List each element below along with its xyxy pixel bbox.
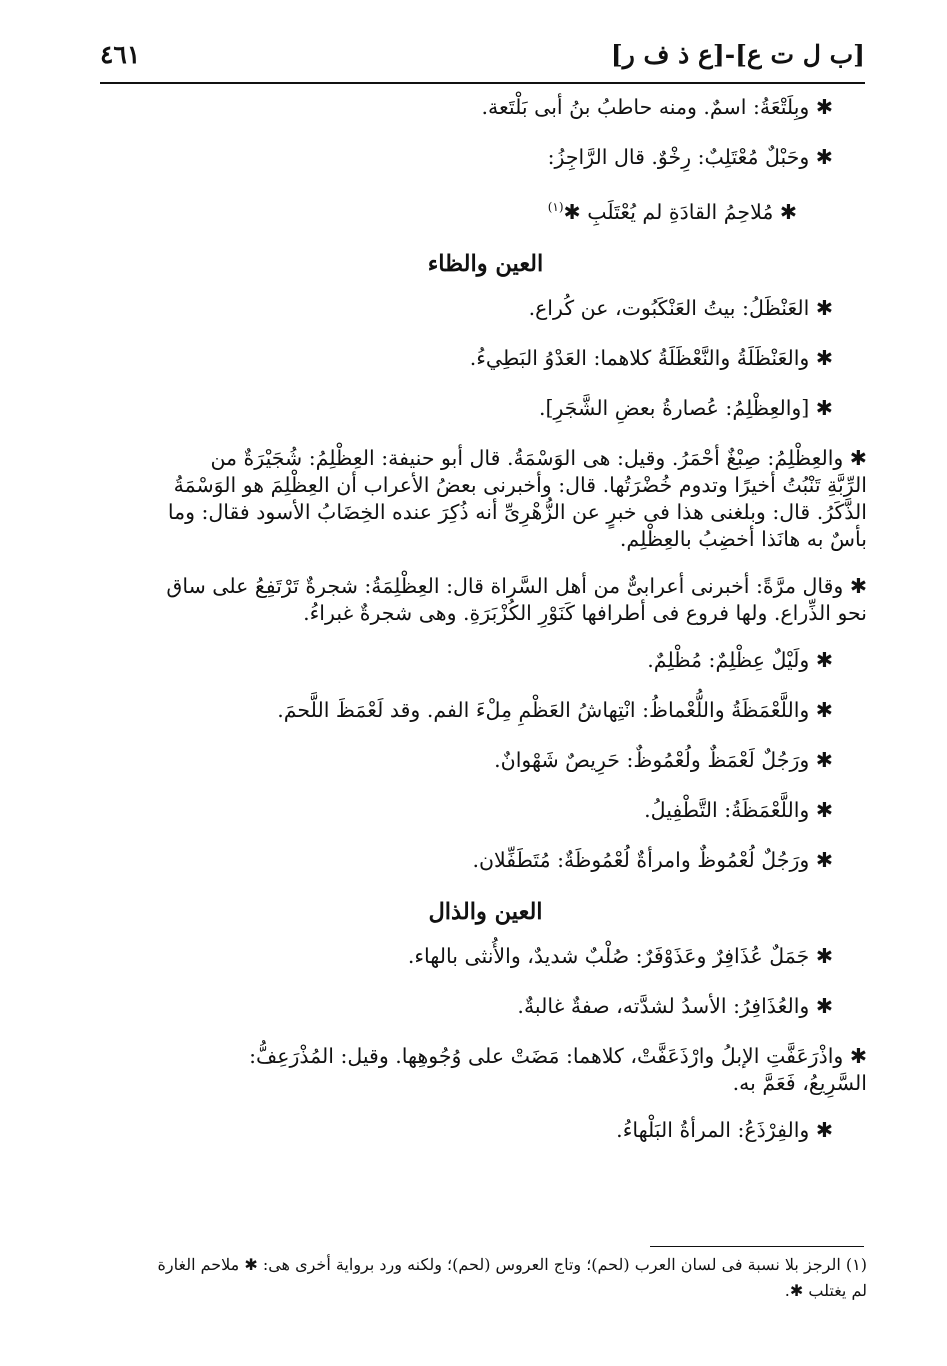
footnote-marker: (١) <box>547 200 564 214</box>
entry-line: ✱ [والعِظْلِمُ: عُصارةُ بعضِ الشَّجَرِ]. <box>538 395 833 420</box>
page-header <box>100 38 865 84</box>
section-heading: العين والظاء <box>427 250 544 277</box>
header-rule <box>100 82 865 84</box>
paragraph <box>104 1043 867 1097</box>
main-text <box>104 94 867 1167</box>
paragraph-line: الرِّبَّةِ تَنْبُتُ أخيرًا وتدوم خُضْرَتُها. قال: وأخبرنى بعضُ الأعراب أن العِظْلِمَ هو الوَسْمَةُ <box>173 472 867 497</box>
page-number: ٤٦١ <box>100 40 141 69</box>
entry-line: ✱ ولَيْلٌ عِظْلِمٌ: مُظْلِمٌ. <box>647 647 833 672</box>
entry-line: ✱ واللَّعْمَظَةُ واللُّعْماظُ: انْتِهاشُ العَظْمِ مِلْءَ الفم. وقد لَعْمَظَ اللَّحمَ. <box>277 697 833 722</box>
footnote <box>104 1252 867 1304</box>
entry-line: ✱ ورَجُلٌ لُعْمُوظٌ وامرأةٌ لُعْمُوظَةٌ: مُتَطَفِّلان. <box>472 847 833 872</box>
entry-line: ✱ جَمَلٌ عُذَافِرٌ وعَذَوْفَرٌ: صُلْبٌ شديدٌ، والأُنثى بالهاء. <box>407 943 833 968</box>
section-heading: العين والذال <box>428 898 543 925</box>
verse-text: ✱ مُلاحِمُ القادَةِ لم يُعْتَلَبِ ✱ <box>563 199 797 224</box>
paragraph <box>104 445 867 553</box>
paragraph-line: ✱ والعِظْلِمُ: صِبْغٌ أحْمَرُ. وقيل: هى الوَسْمَةُ. قال أبو حنيفة: العِظْلِمُ: شُجَيْرَةٌ من <box>210 445 867 470</box>
entry-line: ✱ والعَنْظَلَةُ والنَّعْظَلَةُ كلاهما: العَدْوُ البَطِيءُ. <box>469 345 833 370</box>
entry-line: ✱ والعُذَافِرُ: الأسدُ لشدَّته، صفةٌ غالبةٌ. <box>517 993 833 1018</box>
entry-line: ✱ وبِلَتْعَةُ: اسمٌ. ومنه حاطبُ بنُ أبى بَلْتَعة. <box>481 95 833 119</box>
verse-line <box>104 194 797 226</box>
entry-line: ✱ والفِرْذَعُ: المرأةُ البَلْهاءُ. <box>616 1117 833 1142</box>
footnote-line: لم يغتلب ✱. <box>784 1281 867 1300</box>
footnote-line: (١) الرجز بلا نسبة فى لسان العرب (لحم)؛ وتاج العروس (لحم)؛ ولكنه ورد برواية أخرى هى: ✱ ملاحم الغارة <box>157 1255 867 1274</box>
entry-line: ✱ العَنْظَلُ: بيتُ العَنْكَبُوت، عن كُراع. <box>528 295 833 320</box>
entry-line: ✱ وحَبْلٌ مُعْتَلِبٌ: رِخْوٌ. قال الرَّاجِزُ: <box>547 145 833 169</box>
entry-line: ✱ واللَّعْمَظَةُ: التَّطْفِيلُ. <box>644 797 833 822</box>
running-head: [ب ل ت ع]-[ع ذ ف ر] <box>610 40 865 69</box>
paragraph-line: بأسٌ به هانَذا أخضِبُ بالعِظْلِم. <box>619 526 867 551</box>
footnote-rule <box>650 1246 864 1247</box>
paragraph-line: ✱ واذْرَعَفَّتِ الإبلُ وارْذَعَفَّتْ، كلاهما: مَضَتْ على وُجُوهِها. وقيل: المُذْرَعِفُّ: <box>249 1043 867 1068</box>
paragraph-line: الذَّكَرُ. قال: وبلغنى هذا فى خبرٍ عن الزُّهْرِىِّ أنه ذُكِرَ عنده الخِضَابُ الأسود فقال: وما <box>167 499 867 524</box>
entry-line: ✱ ورَجُلٌ لَعْمَظٌ ولُعْمُوظٌ: حَرِيصٌ شَهْوانٌ. <box>494 747 833 772</box>
paragraph-line: السَّرِيعُ، فَعَمَّ به. <box>732 1070 867 1095</box>
paragraph-line: نحو الذِّراع. ولها فروع فى أطرافها كَنَوْرِ الكُزْبَرَةِ. وهى شجرةٌ غبراءُ. <box>303 600 867 625</box>
paragraph-line: ✱ وقال مرَّةً: أخبرنى أعرابىٌّ من أهل السَّراة قال: العِظْلِمَةُ: شجرةٌ تَرْتَفِعُ على ساق <box>166 573 867 598</box>
paragraph <box>104 573 867 627</box>
